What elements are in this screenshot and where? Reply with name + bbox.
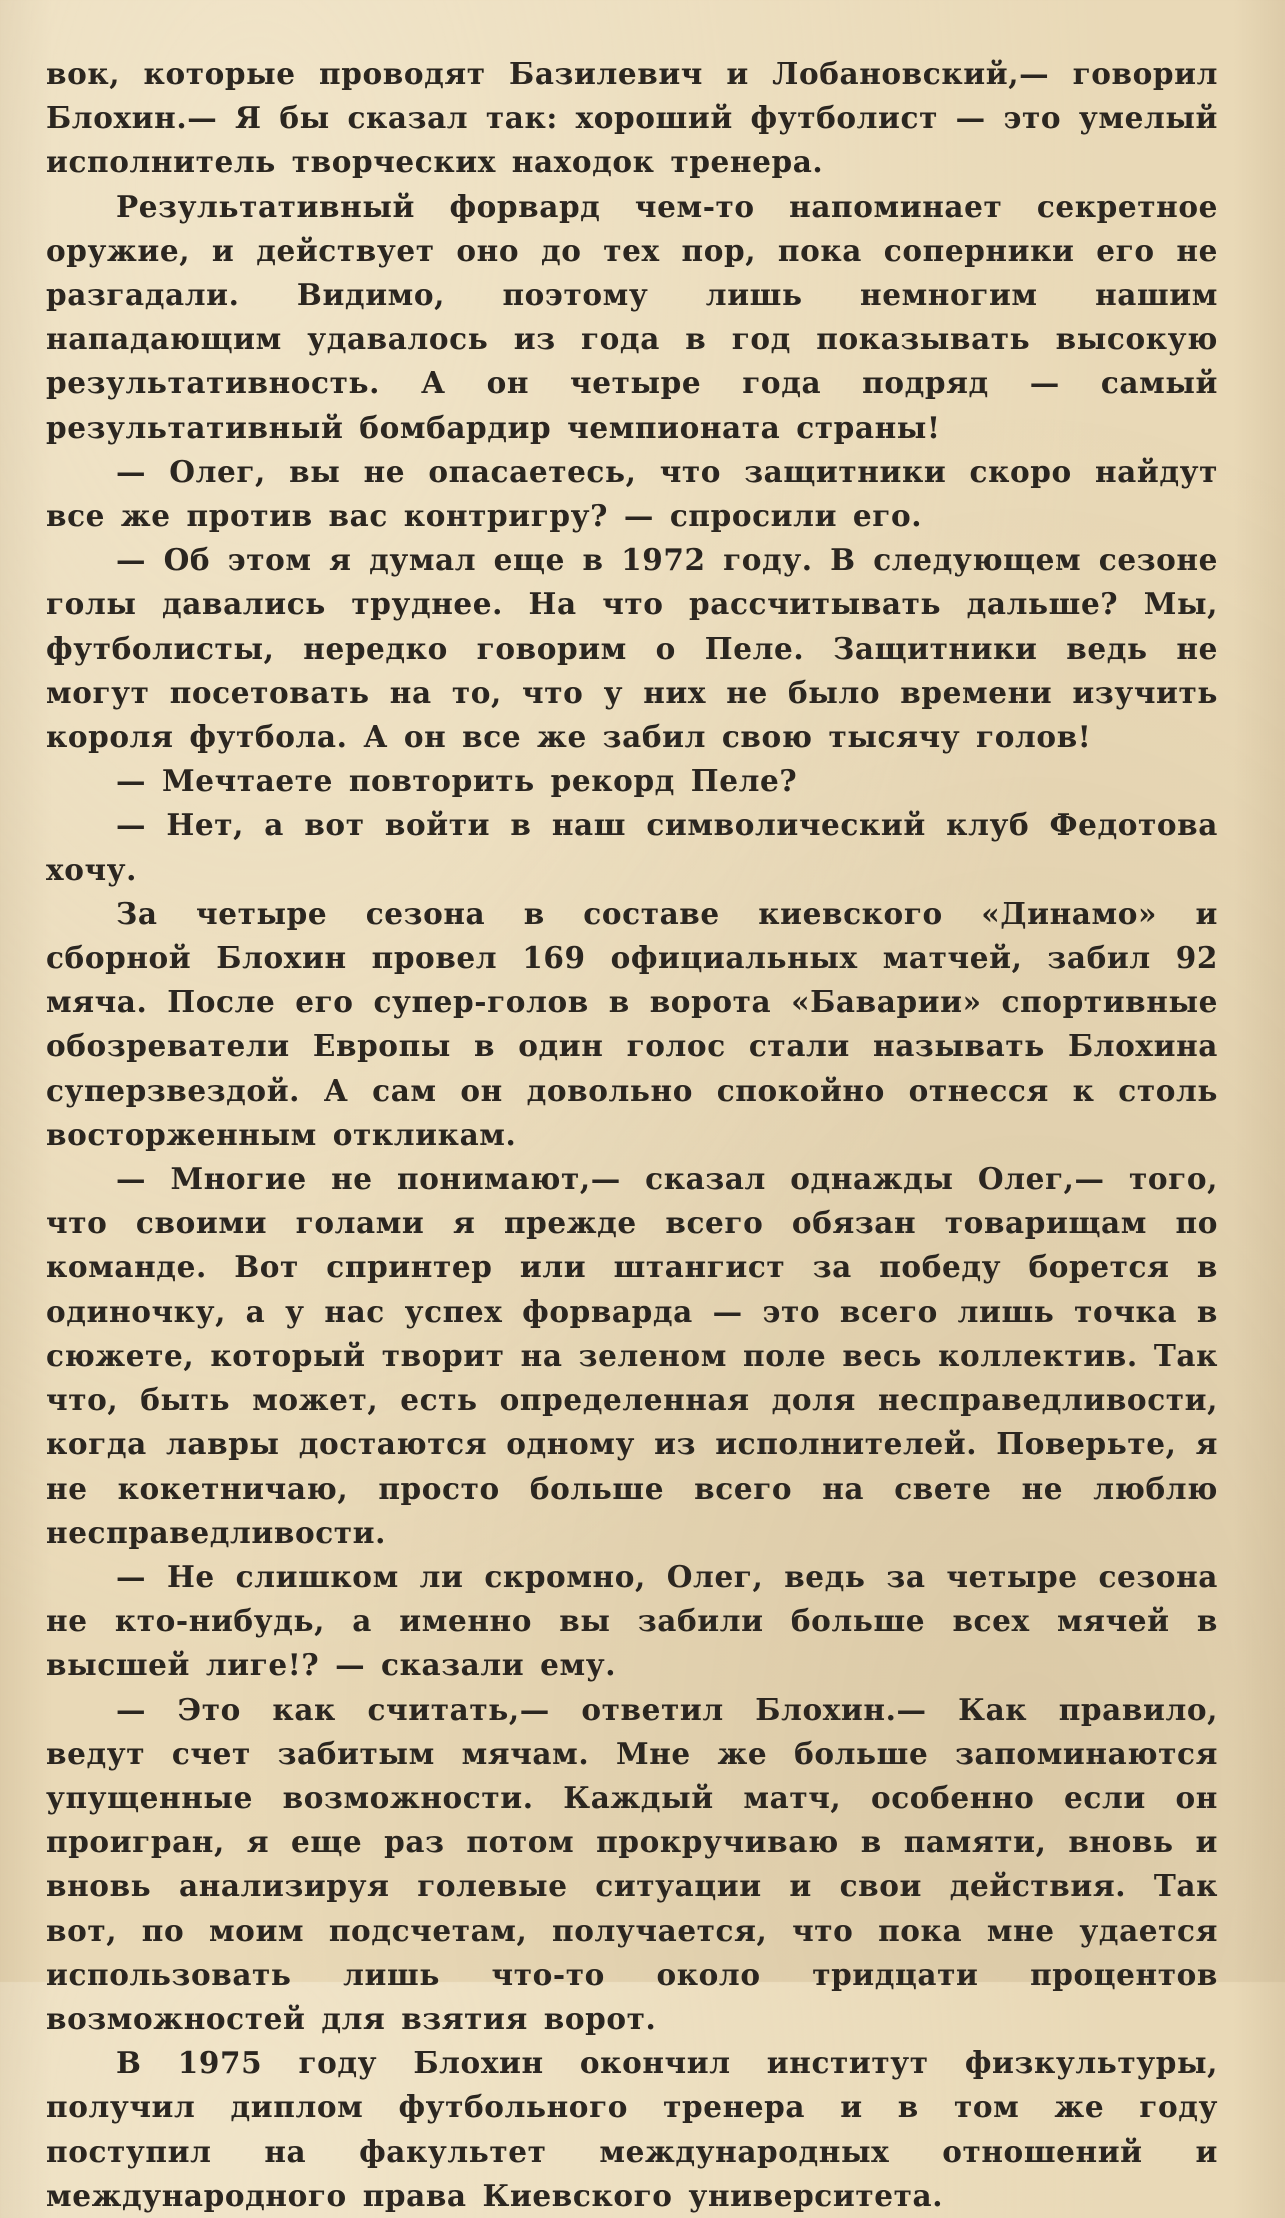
paragraph-1975-education: В 1975 году Блохин окончил институт физкультуры, получил диплом футбольного тренера и в том же году поступил на факультет международных отношений и международного права Киевского университета. — [46, 2045, 1218, 2213]
book-page-text — [46, 52, 1218, 2218]
dialogue-answer-fedotov: — Нет, а вот войти в наш символический клуб Федотова хочу. — [46, 807, 1218, 887]
dialogue-question-defenders: — Олег, вы не опасаетесь, что защитники скоро найдут все же против вас контригру? — спросили его. — [46, 453, 1218, 534]
paragraph-continuation: вок, которые проводят Базилевич и Лобановский,— говорил Блохин.— Я бы сказал так: хороший футболист — это умелый исполнитель творческих находок тренера. — [46, 56, 1218, 180]
paragraph-four-seasons: За четыре сезона в составе киевского «Динамо» и сборной Блохин провел 169 официальных матчей, забил 92 мяча. После его супер-голов в ворота «Баварии» спортивные обозреватели Европы в один голос стали называть Блохина суперзвездой. А сам он довольно спокойно отнесся к столь восторженным откликам. — [46, 895, 1218, 1152]
dialogue-question-pele: — Мечтаете повторить рекорд Пеле? — [116, 763, 798, 799]
dialogue-answer-1972: — Об этом я думал еще в 1972 году. В следующем сезоне голы давались труднее. На что рассчитывать дальше? Мы, футболисты, нередко говорим о Пеле. Защитники ведь не могут посетовать на то, что у них не было времени изучить короля футбола. А он все же забил свою тысячу голов! — [46, 542, 1218, 755]
dialogue-missed-chances: — Это как считать,— ответил Блохин.— Как правило, ведут счет забитым мячам. Мне же больше запоминаются упущенные возможности. Каждый матч, особенно если он проигран, я еще раз потом прокручиваю в памяти, вновь и вновь анализируя голевые ситуации и свои действия. Так вот, по моим подсчетам, получается, что пока мне удается использовать лишь что-то около тридцати процентов возможностей для взятия ворот. — [46, 1691, 1218, 2036]
dialogue-teammates: — Многие не понимают,— сказал однажды Олег,— того, что своими голами я прежде всего обязан товарищам по команде. Вот спринтер или штангист за победу борется в одиночку, а у нас успех форварда — это всего лишь точка в сюжете, который творит на зеленом поле весь коллектив. Так что, быть может, есть определенная доля несправедливости, когда лавры достаются одному из исполнителей. Поверьте, я не кокетничаю, просто больше всего на свете не люблю несправедливости. — [46, 1161, 1218, 1550]
paragraph-result-forward: Результативный форвард чем-то напоминает секретное оружие, и действует оно до тех пор, пока соперники его не разгадали. Видимо, поэтому лишь немногим нашим нападающим удавалось из года в год показывать высокую результативность. А он четыре года подряд — самый результативный бомбардир чемпионата страны! — [46, 188, 1218, 445]
dialogue-modesty: — Не слишком ли скромно, Олег, ведь за четыре сезона не кто-нибудь, а именно вы забили больше всех мячей в высшей лиге!? — сказали ему. — [46, 1558, 1218, 1683]
